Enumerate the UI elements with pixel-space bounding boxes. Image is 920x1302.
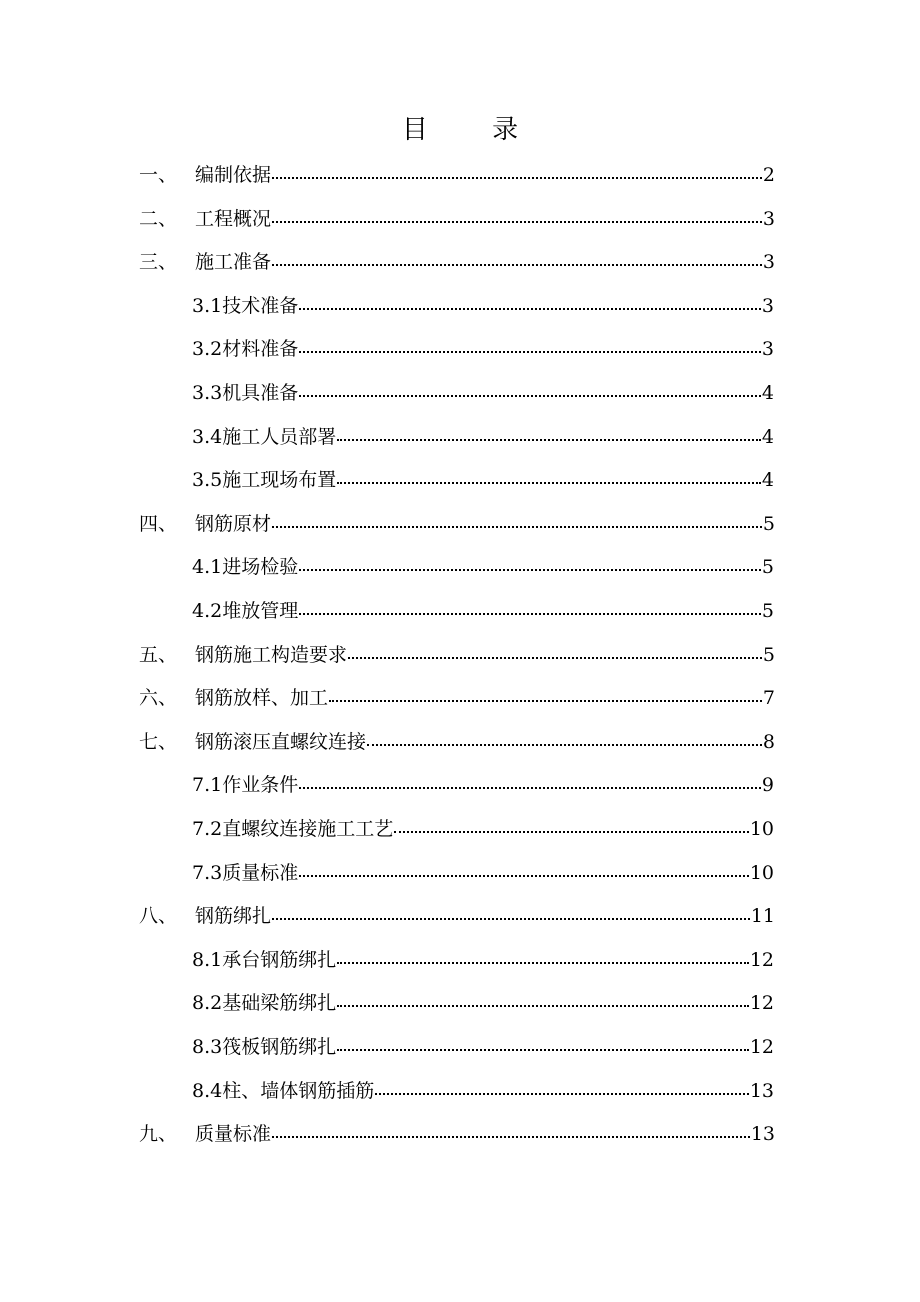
toc-dot-leader xyxy=(272,509,762,539)
toc-entry[interactable] xyxy=(139,204,775,234)
toc-entry-title: 7.3质量标准 xyxy=(192,861,299,884)
toc-entry[interactable] xyxy=(192,552,774,582)
toc-entry-page-number: 12 xyxy=(749,948,774,971)
toc-entry-number: 九、 xyxy=(139,1123,178,1146)
toc-entry-title: 3.2材料准备 xyxy=(192,338,299,361)
toc-entry-title: 8.4柱、墙体钢筋插筋 xyxy=(192,1079,375,1102)
toc-dot-leader xyxy=(299,596,761,626)
toc-entry[interactable] xyxy=(192,378,774,408)
toc-dot-leader xyxy=(272,1119,750,1149)
toc-entry-page-number: 4 xyxy=(761,469,774,492)
toc-entry[interactable] xyxy=(192,988,774,1018)
toc-entry-title: 8.2基础梁筋绑扎 xyxy=(192,992,337,1015)
toc-entry-page-number: 3 xyxy=(761,338,774,361)
toc-entry[interactable] xyxy=(139,640,775,670)
toc-entry[interactable] xyxy=(192,1076,774,1106)
toc-entry-page-number: 5 xyxy=(762,643,775,666)
toc-entry-page-number: 2 xyxy=(762,164,775,186)
toc-entry-title: 4.2堆放管理 xyxy=(192,600,299,622)
toc-dot-leader xyxy=(272,247,762,277)
toc-entry-page-number: 9 xyxy=(761,774,774,797)
toc-entry[interactable] xyxy=(192,465,774,495)
toc-entry-page-number: 11 xyxy=(750,905,775,928)
toc-entry-page-number: 5 xyxy=(762,512,775,535)
toc-entry-page-number: 7 xyxy=(762,687,775,710)
toc-entry[interactable] xyxy=(192,814,774,844)
toc-entry-page-number: 13 xyxy=(749,1079,774,1102)
toc-dot-leader xyxy=(299,552,761,582)
toc-entry-page-number: 12 xyxy=(749,992,774,1015)
toc-entry-title: 7.1作业条件 xyxy=(192,774,299,797)
toc-dot-leader xyxy=(375,1076,749,1106)
toc-entry[interactable] xyxy=(192,945,774,975)
toc-entry[interactable] xyxy=(139,247,775,277)
toc-entry-number: 四、 xyxy=(139,512,178,535)
toc-entry-page-number: 3 xyxy=(762,207,775,230)
toc-dot-leader xyxy=(329,683,762,713)
toc-entry-title: 施工准备 xyxy=(195,251,272,274)
toc-entry-number: 五、 xyxy=(139,643,178,666)
toc-entry[interactable] xyxy=(192,422,774,452)
toc-entry[interactable] xyxy=(139,727,775,757)
toc-dot-leader xyxy=(299,378,761,408)
toc-entry-title: 钢筋放样、加工 xyxy=(195,687,329,710)
toc-entry-page-number: 4 xyxy=(761,425,774,448)
toc-dot-leader xyxy=(299,291,761,321)
toc-entry-title: 3.1技术准备 xyxy=(192,294,299,317)
toc-entry-page-number: 10 xyxy=(749,861,774,884)
toc-dot-leader xyxy=(299,858,749,888)
toc-entry-title: 编制依据 xyxy=(195,164,272,186)
toc-entry-page-number: 8 xyxy=(762,730,775,753)
toc-entry-title: 8.3筏板钢筋绑扎 xyxy=(192,1036,337,1058)
toc-dot-leader xyxy=(337,988,749,1018)
toc-dot-leader xyxy=(272,204,762,234)
toc-dot-leader xyxy=(337,465,761,495)
toc-entry-title: 7.2直螺纹连接施工工艺 xyxy=(192,818,394,840)
toc-entry-title: 质量标准 xyxy=(195,1123,272,1146)
toc-entry-title: 3.4施工人员部署 xyxy=(192,425,337,448)
toc-entry-number: 六、 xyxy=(139,687,178,710)
toc-entry-page-number: 12 xyxy=(749,1036,774,1058)
toc-entry[interactable] xyxy=(139,683,775,713)
toc-dot-leader xyxy=(337,945,749,975)
toc-entry-title: 3.3机具准备 xyxy=(192,382,299,404)
toc-dot-leader xyxy=(299,334,761,364)
toc-entry[interactable] xyxy=(139,1119,775,1149)
toc-entry-page-number: 3 xyxy=(762,251,775,274)
toc-dot-leader xyxy=(337,422,761,452)
toc-entry-page-number: 10 xyxy=(749,818,774,840)
toc-dot-leader xyxy=(272,160,762,190)
toc-dot-leader xyxy=(337,1032,749,1062)
toc-entry-number: 八、 xyxy=(139,905,178,928)
toc-title: 目 录 xyxy=(401,115,547,145)
toc-entry[interactable] xyxy=(139,509,775,539)
toc-entry-title: 8.1承台钢筋绑扎 xyxy=(192,948,337,971)
toc-dot-leader xyxy=(348,640,762,670)
toc-entry-page-number: 3 xyxy=(761,294,774,317)
toc-entry[interactable] xyxy=(192,858,774,888)
toc-entry-number: 二、 xyxy=(139,207,178,230)
toc-entry[interactable] xyxy=(139,160,775,190)
toc-entry-page-number: 13 xyxy=(750,1123,775,1146)
toc-entry[interactable] xyxy=(192,334,774,364)
toc-entry-title: 钢筋施工构造要求 xyxy=(195,643,348,666)
toc-entry-title: 钢筋原材 xyxy=(195,512,272,535)
toc-dot-leader xyxy=(367,727,762,757)
toc-entry-number: 七、 xyxy=(139,730,178,753)
toc-dot-leader xyxy=(394,814,749,844)
toc-dot-leader xyxy=(299,770,761,800)
toc-entry[interactable] xyxy=(192,770,774,800)
toc-entry[interactable] xyxy=(139,901,775,931)
toc-entry-number: 三、 xyxy=(139,251,178,274)
toc-entry-title: 钢筋滚压直螺纹连接 xyxy=(195,730,367,753)
toc-entry[interactable] xyxy=(192,596,774,626)
toc-entry-title: 工程概况 xyxy=(195,207,272,230)
toc-entry-page-number: 5 xyxy=(761,556,774,579)
toc-entry-title: 钢筋绑扎 xyxy=(195,905,272,928)
toc-entry[interactable] xyxy=(192,291,774,321)
toc-entry-page-number: 5 xyxy=(761,600,774,622)
toc-entry-title: 4.1进场检验 xyxy=(192,556,299,579)
toc-entry[interactable] xyxy=(192,1032,774,1062)
toc-entry-title: 3.5施工现场布置 xyxy=(192,469,337,492)
toc-entry-page-number: 4 xyxy=(761,382,774,404)
toc-entry-number: 一、 xyxy=(139,164,178,186)
toc-dot-leader xyxy=(272,901,750,931)
